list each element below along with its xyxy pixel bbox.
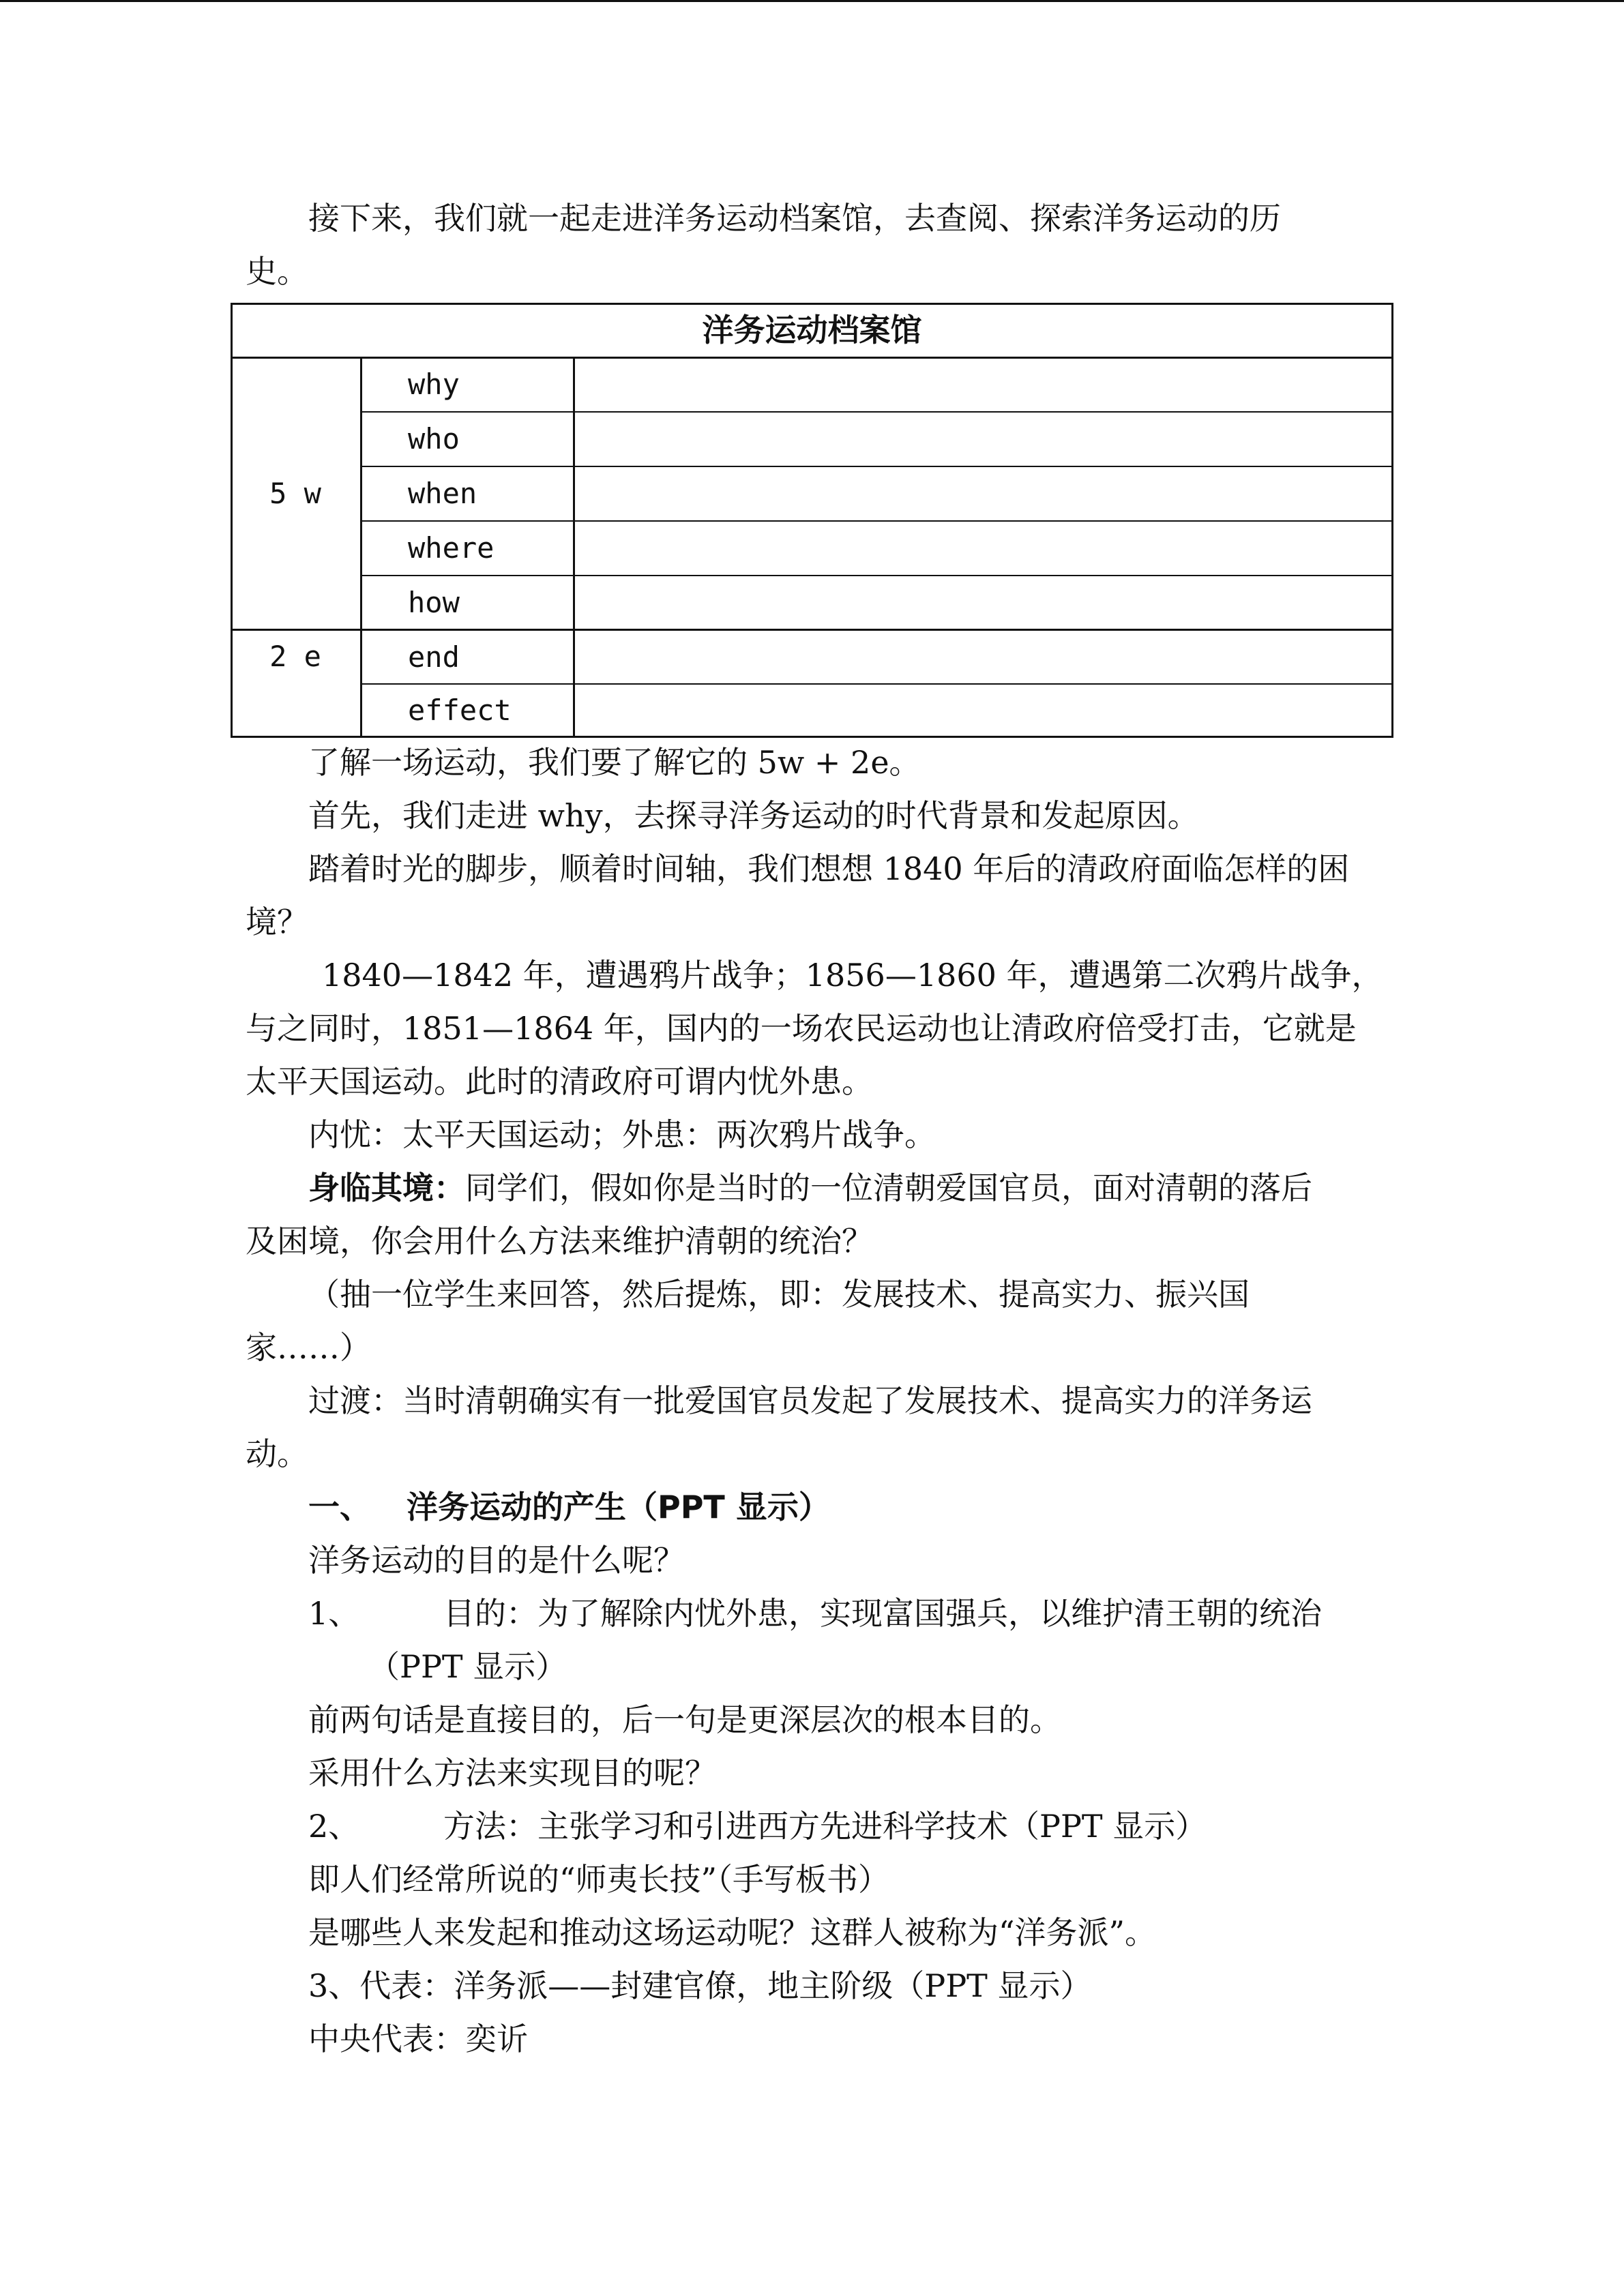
para-troubles: 内忧：太平天国运动；外患：两次鸦片战争。 [308, 1116, 936, 1153]
row-label-end: end [408, 640, 460, 674]
para-timeline-2: 境？ [246, 904, 308, 940]
para-immersion-1 [308, 1161, 1312, 1215]
para-transition-1: 过渡：当时清朝确实有一批爱国官员发起了发展技术、提高实力的洋务运 [308, 1382, 1312, 1419]
item-1-text: 目的：为了解除内忧外患，实现富国强兵，以维护清王朝的统治 [443, 1595, 1322, 1632]
para-purpose-question: 洋务运动的目的是什么呢？ [308, 1542, 685, 1579]
item-2-number: 2、 [308, 1808, 360, 1845]
row-label-who: who [408, 422, 460, 456]
para-5w2e: 了解一场运动，我们要了解它的 5w + 2e。 [308, 744, 921, 781]
para-why: 首先，我们走进 why，去探寻洋务运动的时代背景和发起原因。 [308, 797, 1199, 834]
row-label-why: why [408, 368, 460, 401]
archive-table [231, 303, 1393, 738]
group-5w-label: 5 w [269, 477, 321, 510]
intro-line-1: 接下来，我们就一起走进洋务运动档案馆，去查阅、探索洋务运动的历 [308, 200, 1281, 237]
item-1-text-cont: （PPT 显示） [368, 1648, 567, 1685]
row-label-how: how [408, 586, 460, 619]
intro-line-2: 史。 [246, 253, 308, 290]
item-1-number: 1、 [308, 1595, 360, 1632]
row-label-when: when [408, 477, 477, 510]
para-transition-2: 动。 [246, 1435, 308, 1472]
para-wars-1: 1840—1842 年，遭遇鸦片战争；1856—1860 年，遭遇第二次鸦片战争， [322, 957, 1383, 994]
item-3-representatives: 3、代表：洋务派——封建官僚，地主阶级（PPT 显示） [308, 1967, 1092, 2004]
item-2-text: 方法：主张学习和引进西方先进科学技术（PPT 显示） [443, 1808, 1207, 1845]
row-label-effect: effect [408, 694, 512, 727]
archive-table-title: 洋务运动档案馆 [702, 312, 922, 348]
immersion-text: 同学们，假如你是当时的一位清朝爱国官员，面对清朝的落后 [465, 1169, 1312, 1206]
para-timeline-1: 踏着时光的脚步，顺着时间轴，我们想想 1840 年后的清政府面临怎样的困 [308, 850, 1350, 887]
para-central-representative: 中央代表：奕䜣 [308, 2021, 528, 2057]
section-heading: 洋务运动的产生（PPT 显示） [407, 1489, 830, 1525]
section-heading-number: 一、 [308, 1489, 371, 1525]
para-wars-3: 太平天国运动。此时的清政府可谓内忧外患。 [246, 1063, 873, 1100]
para-immersion-2: 及困境，你会用什么方法来维护清朝的统治？ [246, 1223, 873, 1259]
row-label-where: where [408, 531, 494, 565]
para-method-question: 采用什么方法来实现目的呢？ [308, 1755, 716, 1791]
para-wars-2: 与之同时，1851—1864 年，国内的一场农民运动也让清政府倍受打击，它就是 [246, 1010, 1357, 1047]
group-2e-label: 2 e [269, 640, 321, 673]
para-student-answer-1: （抽一位学生来回答，然后提炼，即：发展技术、提高实力、振兴国 [308, 1276, 1250, 1313]
immersion-bold-label: 身临其境： [308, 1169, 465, 1206]
para-student-answer-2: 家……） [246, 1329, 371, 1366]
para-who-question: 是哪些人来发起和推动这场运动呢？这群人被称为“洋务派”。 [308, 1914, 1157, 1951]
para-purpose-explain: 前两句话是直接目的，后一句是更深层次的根本目的。 [308, 1701, 1061, 1738]
para-shiyi: 即人们经常所说的“师夷长技”（手写板书） [308, 1861, 890, 1898]
